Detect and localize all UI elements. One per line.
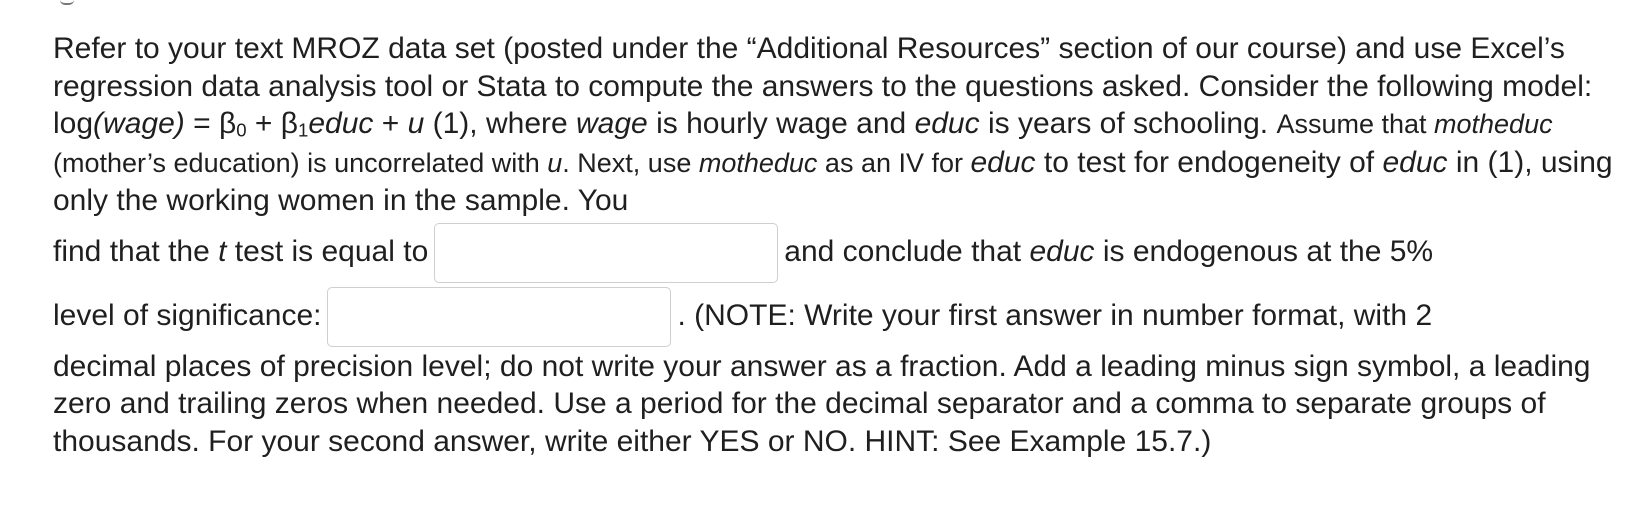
model-label: (1), where	[424, 107, 577, 140]
beta0-symbol: = β	[184, 107, 237, 140]
plus-sign: +	[373, 107, 408, 140]
var-wage-def: wage	[576, 107, 648, 140]
sample-text: in (1), using only the working women in the sample. You	[53, 145, 1613, 217]
var-educ: educ	[308, 107, 374, 140]
instructions-text: decimal places of precision level; do not write your answer as a fraction. Add a leading minus sign symbol, a leading zero and trailing zeros when needed. Use a period for the decimal separator and a comma to separate groups of thousands. For your second answer, write either YES or NO. HINT: See Example 15.7.)	[53, 349, 1591, 458]
answer-line-2	[53, 284, 1628, 348]
educ-definition: is years of schooling.	[979, 107, 1277, 140]
motheduc-definition: (mother’s education) is uncorrelated with	[53, 147, 548, 178]
significance-text: level of significance:	[53, 298, 322, 332]
wage-definition: is hourly wage and	[647, 107, 915, 140]
question-text	[53, 30, 1628, 460]
question-intro: Refer to your text MROZ data set (posted under the “Additional Resources” section of our course) and use Excel’s regression data analysis tool or Stata to compute the answers to the questions asked. Consider the following model: log	[53, 32, 1593, 140]
endogeneity-text: to test for endogeneity of	[1035, 145, 1383, 179]
note-text: . (NOTE: Write your first answer in number format, with 2	[677, 298, 1433, 332]
t-test-text: test is equal to	[226, 234, 429, 268]
endogenous-text: is endogenous at the 5%	[1094, 234, 1434, 268]
endogenous-answer-input[interactable]	[327, 287, 671, 347]
var-educ-4: educ	[1029, 234, 1095, 268]
find-text: find that the	[53, 234, 219, 268]
var-u: u	[407, 107, 425, 140]
t-test-answer-input[interactable]	[434, 223, 778, 283]
var-educ-2: educ	[970, 145, 1036, 179]
iv-text: as an IV for	[817, 147, 971, 178]
answer-line-1	[53, 220, 1628, 284]
var-motheduc-2: motheduc	[698, 147, 818, 178]
var-educ-3: educ	[1382, 145, 1448, 179]
top-edge-mark	[60, 0, 74, 5]
next-use-text: . Next, use	[562, 147, 699, 178]
assume-text: Assume that	[1276, 109, 1435, 139]
beta1-subscript: 1	[298, 119, 309, 141]
var-t: t	[218, 234, 227, 268]
beta1-symbol: + β	[246, 107, 298, 140]
var-educ-def: educ	[914, 107, 980, 140]
var-wage: (wage)	[93, 107, 185, 140]
conclude-text: and conclude that	[784, 234, 1030, 268]
var-motheduc: motheduc	[1434, 109, 1553, 139]
var-u-2: u	[547, 147, 563, 178]
beta0-subscript: 0	[236, 119, 247, 141]
